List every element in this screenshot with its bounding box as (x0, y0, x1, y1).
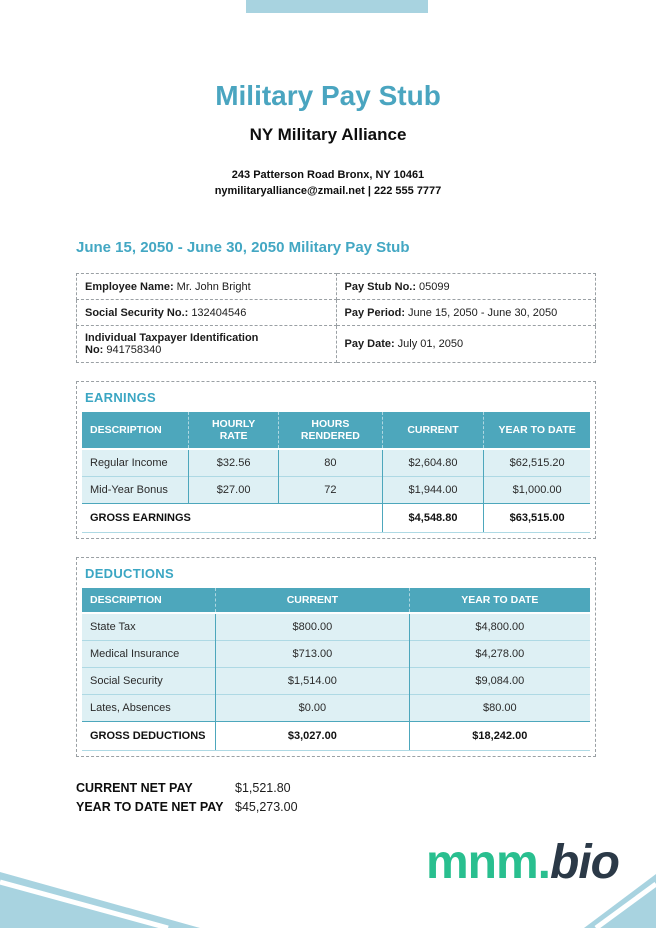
gross-deductions-current: $3,027.00 (216, 722, 410, 751)
cell-current: $2,604.80 (382, 449, 484, 477)
pay-period-heading: June 15, 2050 - June 30, 2050 Military Pay Stub (76, 239, 410, 256)
bottom-left-corner-decoration (0, 866, 210, 933)
cell-hourly-rate: $32.56 (189, 449, 279, 477)
cell-description: Lates, Absences (82, 695, 216, 722)
current-net-pay-row (76, 779, 596, 798)
ytd-net-pay-row (76, 798, 596, 817)
gross-earnings-current: $4,548.80 (382, 504, 484, 533)
gross-earnings-row (82, 504, 590, 533)
employee-info-table (76, 273, 596, 363)
net-pay-summary (76, 779, 596, 817)
column-header: YEAR TO DATE (484, 412, 590, 449)
pay-stub-no-cell (336, 274, 596, 300)
document-header (0, 0, 656, 199)
column-header: CURRENT (216, 588, 410, 613)
field-label: Social Security No.: (85, 306, 189, 319)
table-row (82, 641, 590, 668)
cell-year-to-date: $4,800.00 (409, 613, 590, 641)
pay-period-cell (336, 300, 596, 326)
column-header: CURRENT (382, 412, 484, 449)
column-header: HOURLY RATE (189, 412, 279, 449)
cell-current: $1,514.00 (216, 668, 410, 695)
field-label: Employee Name: (85, 280, 174, 293)
cell-year-to-date: $80.00 (409, 695, 590, 722)
top-decorative-bar (246, 0, 428, 13)
earnings-table (82, 412, 590, 533)
table-row (82, 449, 590, 477)
employee-name-cell (77, 274, 337, 300)
column-header: DESCRIPTION (82, 412, 189, 449)
address-block (0, 167, 656, 199)
cell-description: Medical Insurance (82, 641, 216, 668)
gross-deductions-label: GROSS DEDUCTIONS (82, 722, 216, 751)
field-value: Mr. John Bright (176, 280, 251, 293)
deductions-section-title: DEDUCTIONS (85, 566, 174, 581)
table-header-row (82, 412, 590, 449)
organization-name: NY Military Alliance (249, 125, 407, 144)
cell-hours-rendered: 80 (279, 449, 383, 477)
table-row (77, 326, 596, 363)
gross-earnings-ytd: $63,515.00 (484, 504, 590, 533)
field-value: July 01, 2050 (397, 338, 464, 350)
column-header: DESCRIPTION (82, 588, 216, 613)
cell-hourly-rate: $27.00 (189, 477, 279, 504)
gross-earnings-label: GROSS EARNINGS (82, 504, 382, 533)
cell-current: $1,944.00 (382, 477, 484, 504)
field-label: Individual Taxpayer Identification No: (85, 332, 259, 356)
field-label: Pay Date: (344, 338, 395, 350)
cell-year-to-date: $62,515.20 (484, 449, 590, 477)
cell-description: Social Security (82, 668, 216, 695)
earnings-section-title: EARNINGS (85, 390, 157, 405)
pay-date-cell (336, 326, 596, 363)
net-pay-value: $1,521.80 (235, 781, 291, 795)
logo-text-green: mnm. (426, 836, 551, 889)
table-header-row (82, 588, 590, 613)
contact-line: nymilitaryalliance@zmail.net | 222 555 7777 (214, 185, 442, 197)
field-value: 941758340 (106, 344, 162, 356)
earnings-section (76, 381, 596, 539)
net-pay-value: $45,273.00 (235, 800, 298, 814)
cell-current: $713.00 (216, 641, 410, 668)
address-line: 243 Patterson Road Bronx, NY 10461 (231, 169, 425, 181)
gross-deductions-row (82, 722, 590, 751)
table-row (82, 477, 590, 504)
table-row (82, 695, 590, 722)
net-pay-label: CURRENT NET PAY (76, 781, 193, 795)
social-security-cell (77, 300, 337, 326)
cell-current: $800.00 (216, 613, 410, 641)
deductions-table (82, 588, 590, 751)
cell-year-to-date: $9,084.00 (409, 668, 590, 695)
table-row (82, 668, 590, 695)
cell-hours-rendered: 72 (279, 477, 383, 504)
net-pay-label: YEAR TO DATE NET PAY (76, 800, 224, 814)
field-label: Pay Period: (344, 306, 406, 319)
cell-description: Mid-Year Bonus (82, 477, 189, 504)
taxpayer-id-cell (77, 326, 337, 363)
column-header: YEAR TO DATE (409, 588, 590, 613)
field-value: 132404546 (191, 306, 247, 319)
bottom-right-corner-decoration (566, 866, 656, 933)
cell-current: $0.00 (216, 695, 410, 722)
cell-year-to-date: $1,000.00 (484, 477, 590, 504)
cell-year-to-date: $4,278.00 (409, 641, 590, 668)
logo-text-navy: bio (550, 836, 619, 889)
cell-description: State Tax (82, 613, 216, 641)
table-row (82, 613, 590, 641)
page-title: Military Pay Stub (215, 80, 441, 111)
table-row (77, 274, 596, 300)
field-label: Pay Stub No.: (344, 280, 417, 293)
deductions-section (76, 557, 596, 757)
cell-description: Regular Income (82, 449, 189, 477)
field-value: 05099 (419, 280, 450, 293)
corner-triangle-graphic (566, 866, 656, 928)
document-body (76, 239, 596, 817)
field-value: June 15, 2050 - June 30, 2050 (408, 306, 558, 319)
column-header: HOURS RENDERED (279, 412, 383, 449)
gross-deductions-ytd: $18,242.00 (409, 722, 590, 751)
corner-triangle-graphic (0, 866, 210, 928)
table-row (77, 300, 596, 326)
